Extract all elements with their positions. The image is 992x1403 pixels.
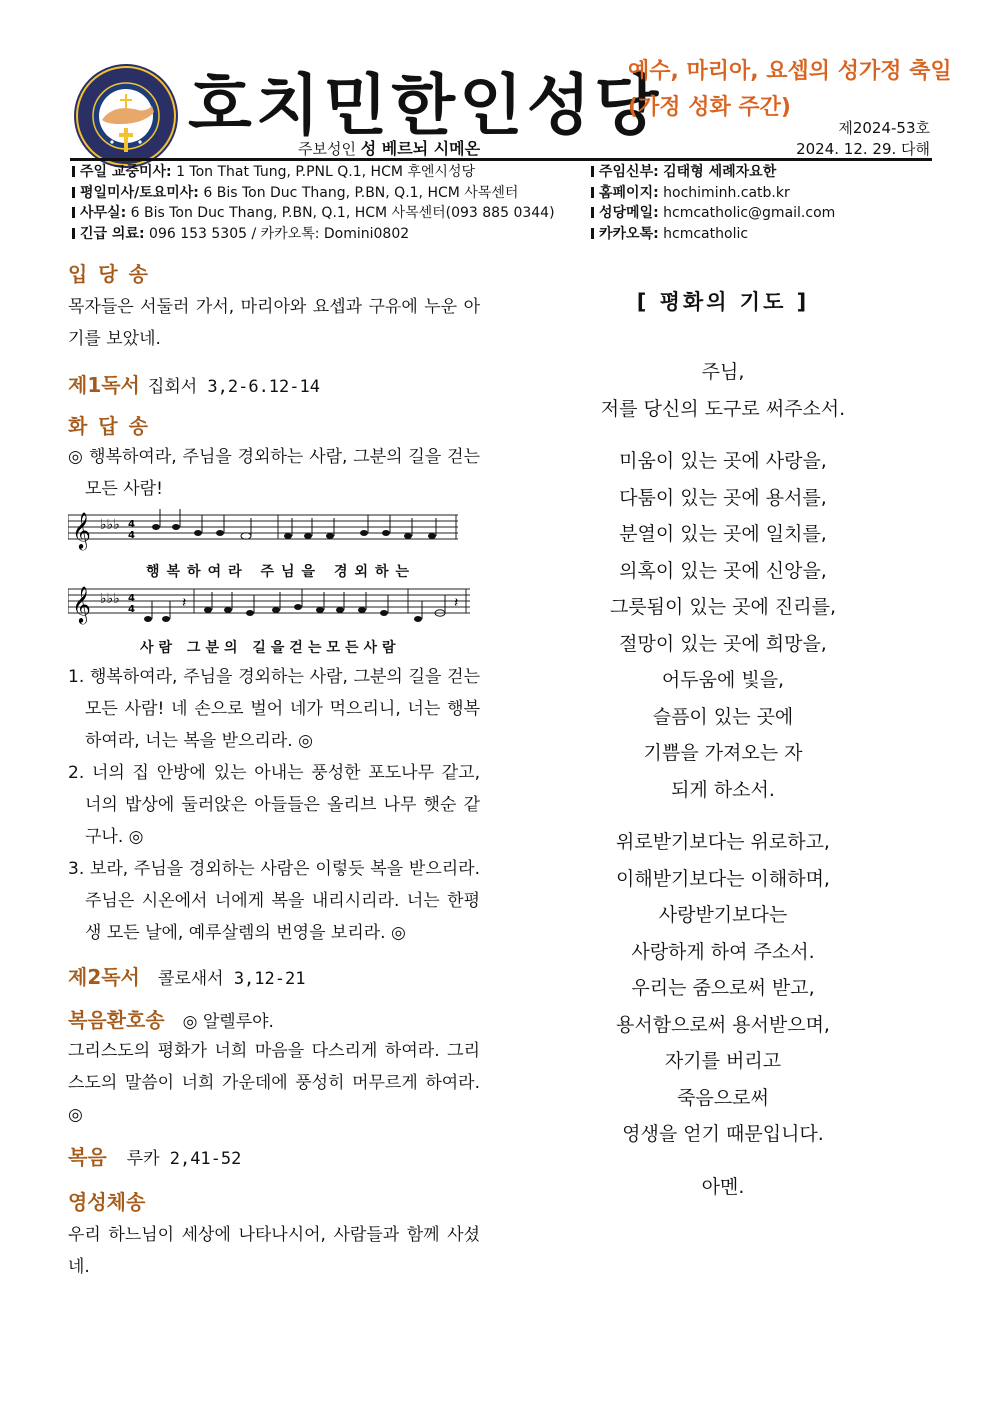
gospel-heading: 복음 루카 2,41-52	[68, 1145, 242, 1169]
prayer-line: 저를 당신의 도구로 써주소서.	[600, 397, 846, 420]
svg-text:4: 4	[128, 519, 135, 530]
prayer-line: 이해받기보다는 이해하며,	[616, 867, 830, 890]
parish-logo	[72, 62, 180, 170]
svg-text:♭♭♭: ♭♭♭	[100, 591, 120, 607]
prayer-line: 죽음으로써	[677, 1086, 769, 1109]
reading1-heading: 제1독서 집회서 3,2-6.12-14	[68, 373, 320, 397]
info-right	[591, 162, 835, 244]
feast-line-2: (가정 성화 주간)	[628, 95, 791, 120]
prayer-line: 사랑받기보다는	[658, 904, 788, 926]
entrance-text: 목자들은 서둘러 가서, 마리아와 요셉과 구유에 누운 아기를 보았네.	[68, 297, 480, 349]
info-item: 주일 교중미사: 1 Ton That Tung, P.PNL Q.1, HCM 후엔시성당	[72, 162, 555, 183]
info-item: 긴급 의료: 096 153 5305 / 카카오톡: Domini0802	[72, 224, 555, 245]
church-name: 호치민한인성당	[188, 67, 663, 144]
prayer-line: 자기를 버리고	[664, 1050, 782, 1072]
feast-line-1: 예수, 마리아, 요셉의 성가정 축일	[628, 59, 952, 84]
psalm-heading: 화 답 송	[68, 414, 150, 438]
info-item: 성당메일: hcmcatholic@gmail.com	[591, 203, 835, 224]
prayer-line: 기쁨을 가져오는 자	[643, 742, 803, 764]
entrance-heading: 입 당 송	[68, 262, 150, 286]
liturgy-column	[68, 258, 480, 1283]
svg-text:𝄞: 𝄞	[72, 585, 91, 623]
header-divider	[70, 158, 932, 161]
prayer-line: 우리는 줌으로써 받고,	[631, 977, 815, 999]
communion-text: 우리 하느님이 세상에 나타나시어, 사람들과 함께 사셨네.	[68, 1225, 480, 1277]
info-item: 카카오톡: hcmcatholic	[591, 224, 835, 245]
prayer-line: 주님,	[701, 361, 745, 383]
prayer-line: 영생을 얻기 때문입니다.	[622, 1123, 824, 1145]
prayer-line: 되게 하소서.	[671, 778, 775, 801]
prayer-line: 위로받기보다는 위로하고,	[616, 831, 830, 853]
svg-text:𝄽: 𝄽	[454, 595, 459, 611]
communion-heading: 영성체송	[68, 1190, 146, 1214]
bulletin-date: 2024. 12. 29. 다해	[796, 140, 930, 158]
alleluia-heading: 복음환호송 ◎ 알렐루야.	[68, 1008, 274, 1032]
reading2-heading: 제2독서 콜로새서 3,12-21	[68, 965, 306, 989]
alleluia-text: 그리스도의 평화가 너희 마음을 다스리게 하여라. 그리스도의 말씀이 너희 가운데에 풍성히 머무르게 하여라. ◎	[68, 1041, 480, 1125]
patron-saint: 주보성인 성 베르뇌 시메온	[298, 139, 481, 158]
prayer-line: 용서함으로써 용서받으며,	[616, 1013, 830, 1036]
svg-text:4: 4	[128, 604, 135, 615]
psalm-refrain: ◎ 행복하여라, 주님을 경외하는 사람, 그분의 길을 걷는 모든 사람!	[68, 447, 480, 499]
prayer-line: 그릇됨이 있는 곳에 진리를,	[609, 596, 837, 618]
prayer-line: 절망이 있는 곳에 희망을,	[619, 632, 827, 655]
info-item: 홈페이지: hochiminh.catb.kr	[591, 183, 835, 204]
svg-text:𝄞: 𝄞	[72, 511, 91, 549]
prayer-column	[520, 286, 926, 1205]
psalm-verse: 1. 행복하여라, 주님을 경외하는 사람, 그분의 길을 걷는 모든 사람! 네 손으로 벌어 네가 먹으리니, 너는 행복하여라, 너는 복을 받으리라. ◎	[68, 667, 480, 751]
music-lyrics-2: 사람 그분의 길을걷는모든사람	[140, 640, 401, 656]
psalm-verse: 2. 너의 집 안방에 있는 아내는 풍성한 포도나무 같고, 너의 밥상에 둘러앉은 아들들은 올리브 나무 햇순 같구나. ◎	[68, 763, 480, 847]
email-link[interactable]: hcmcatholic@gmail.com	[663, 205, 836, 221]
info-item: 주임신부: 김태형 세례자요한	[591, 162, 835, 183]
info-item: 평일미사/토요미사: 6 Bis Ton Duc Thang, P.BN, Q.1, HCM 사목센터	[72, 183, 555, 204]
prayer-title: [ 평화의 기도 ]	[636, 290, 810, 314]
issue-number: 제2024-53호	[838, 119, 930, 137]
prayer-line: 분열이 있는 곳에 일치를,	[619, 523, 827, 545]
music-score-1	[68, 507, 480, 581]
prayer-line: 다툼이 있는 곳에 용서를,	[619, 486, 827, 509]
svg-text:4: 4	[128, 530, 135, 541]
prayer-line: 사랑하게 하여 주소서.	[631, 940, 815, 963]
svg-text:4: 4	[128, 593, 135, 604]
feast-title	[628, 54, 952, 126]
info-item: 사무실: 6 Bis Ton Duc Thang, P.BN, Q.1, HCM 사목센터(093 885 0344)	[72, 203, 555, 224]
psalm-verse: 3. 보라, 주님을 경외하는 사람은 이렇듯 복을 받으리라. 주님은 시온에서 너에게 복을 내리시리라. 너는 한평생 모든 날에, 예루살렘의 번영을 보리라. ◎	[68, 859, 480, 943]
prayer-line: 미움이 있는 곳에 사랑을,	[619, 450, 827, 472]
homepage-link[interactable]: hochiminh.catb.kr	[663, 184, 790, 201]
prayer-line: 어두움에 빛을,	[661, 669, 785, 691]
svg-text:♭♭♭: ♭♭♭	[100, 517, 120, 533]
info-left	[72, 162, 555, 244]
music-lyrics-1: 행복하여라 주님을 경외하는	[146, 564, 417, 580]
prayer-amen: 아멘.	[701, 1175, 745, 1198]
svg-text:𝄽: 𝄽	[182, 595, 187, 611]
music-score-2	[68, 581, 480, 655]
prayer-line: 슬픔이 있는 곳에	[652, 705, 794, 728]
prayer-line: 의혹이 있는 곳에 신앙을,	[619, 559, 827, 582]
